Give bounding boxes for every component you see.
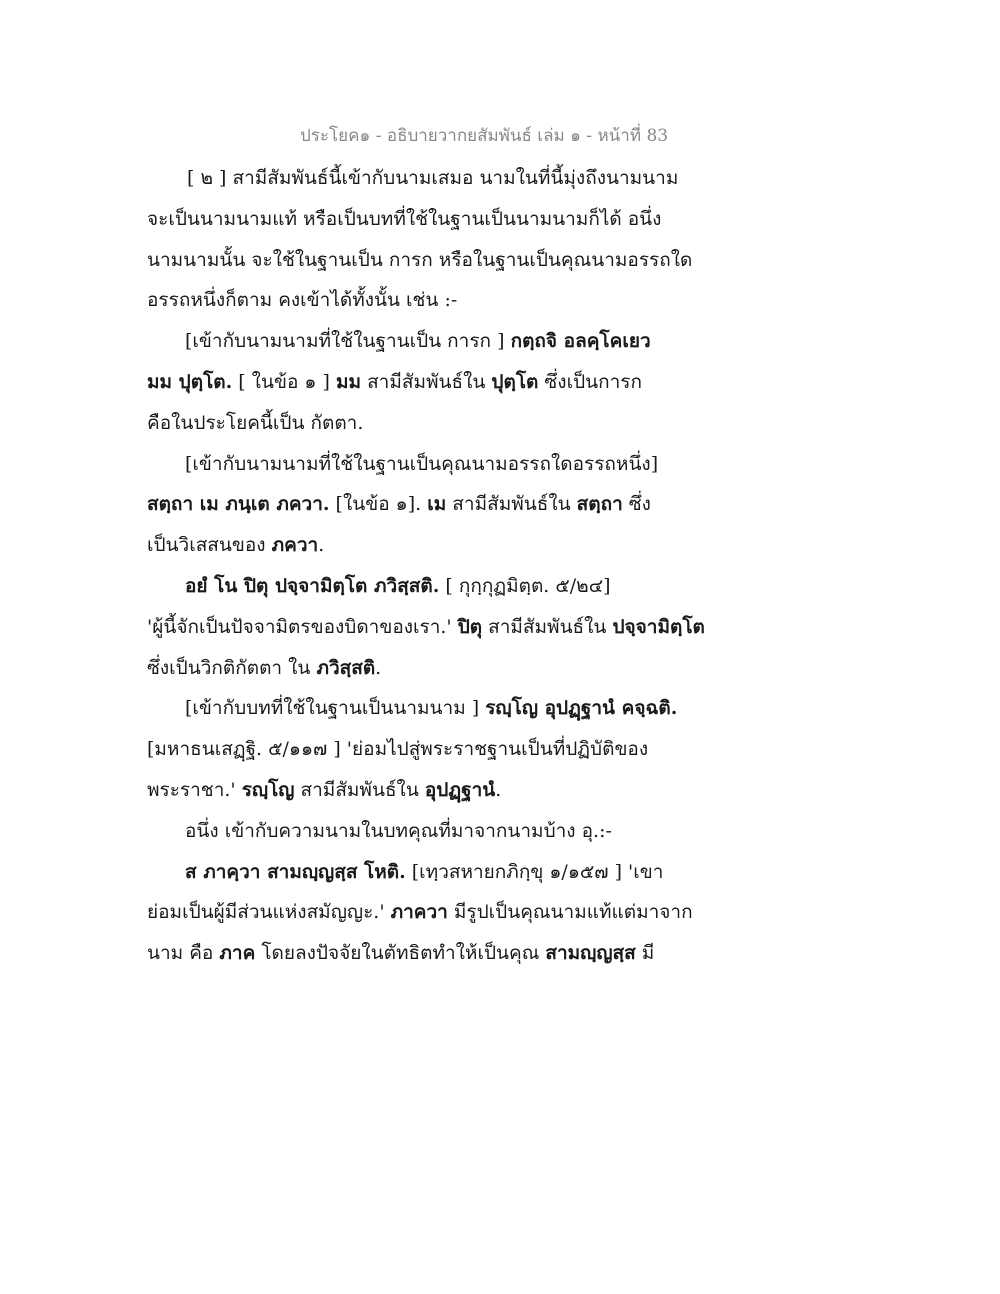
pali-term: สามญฺญสฺส (545, 942, 636, 965)
pali-term: ปิตุ (457, 615, 483, 638)
text-line (147, 321, 707, 362)
pali-term: ภาควา (390, 901, 448, 924)
pali-term: ภวิสฺสติ (316, 656, 376, 679)
text-segment: สามีสัมพันธ์ใน (294, 778, 425, 801)
pali-term: มม (335, 370, 362, 393)
text-line (147, 362, 707, 403)
pali-term: ส ภาคฺวา สามญฺญสฺส โหติ. (185, 860, 406, 883)
text-line (147, 770, 707, 811)
text-line (147, 852, 707, 893)
text-segment: 'ผู้นี้จักเป็นปัจจามิตรของบิดาของเรา.' (147, 615, 458, 638)
text-segment: สามีสัมพันธ์ใน (482, 615, 613, 638)
text-segment: อนึ่ง เข้ากับความนามในบทคุณที่มาจากนามบ้าง อุ.:- (185, 819, 612, 842)
text-line (147, 729, 707, 770)
text-segment: ซึ่ง (622, 493, 651, 516)
text-segment: ซึ่งเป็นวิกติกัตตา ใน (147, 656, 317, 679)
text-line (147, 403, 707, 444)
text-segment: พระราชา.' (147, 778, 242, 801)
text-segment: ซึ่งเป็นการก (538, 370, 643, 393)
pali-term: อยํ โน ปิตุ ปจฺจามิตฺโต ภวิสฺสติ. (185, 574, 440, 597)
pali-term: ภาค (219, 942, 256, 965)
text-line (147, 892, 707, 933)
running-header: ประโยค๑ - อธิบายวากยสัมพันธ์ เล่ม ๑ - หน้าที่ 83 (300, 126, 669, 146)
text-segment: สามีสัมพันธ์ใน (446, 493, 577, 516)
text-segment: [เข้ากับบทที่ใช้ในฐานเป็นนามนาม ] (185, 697, 486, 720)
text-segment: ย่อมเป็นผู้มีส่วนแห่งสมัญญะ.' (147, 901, 391, 924)
text-segment: [ กุกฺกุฏมิตฺต. ๕/๒๔] (439, 574, 611, 597)
text-line (147, 688, 707, 729)
pali-term: รญฺโญ อุปฏฺฐานํ คจฺฉติ. (485, 697, 678, 720)
text-segment: จะเป็นนามนามแท้ หรือเป็นบทที่ใช้ในฐานเป็นนามนามก็ได้ อนึ่ง (147, 207, 662, 230)
text-segment: [เข้ากับนามนามที่ใช้ในฐานเป็น การก ] (185, 330, 511, 353)
text-segment: มี (635, 942, 655, 965)
text-line (147, 199, 707, 240)
text-line (147, 933, 707, 974)
pali-term: ปุตฺโต (491, 370, 539, 393)
text-line (147, 158, 707, 199)
text-segment: นาม คือ (147, 942, 220, 965)
text-segment: . (318, 534, 325, 557)
text-segment: อรรถหนึ่งก็ตาม คงเข้าได้ทั้งนั้น เช่น :- (147, 289, 458, 312)
pali-term: มม ปุตฺโต. (147, 370, 233, 393)
text-segment: . (375, 656, 382, 679)
text-segment: [ ๒ ] สามีสัมพันธ์นี้เข้ากับนามเสมอ นามในที่นี้มุ่งถึงนามนาม (187, 167, 679, 189)
pali-term: อุปฏฺฐานํ (424, 778, 496, 801)
pali-term: รญฺโญ (241, 778, 295, 801)
text-segment: [เข้ากับนามนามที่ใช้ในฐานเป็นคุณนามอรรถใดอรรถหนึ่ง] (185, 452, 659, 475)
text-line (147, 484, 707, 525)
text-segment: สามีสัมพันธ์ใน (361, 370, 492, 393)
text-line (147, 280, 707, 321)
text-line (147, 648, 707, 689)
pali-term: ภควา (271, 534, 319, 557)
pali-term: กตฺถจิ อลคฺโคเยว (510, 330, 651, 353)
pali-term: สตฺถา เม ภนฺเต ภควา. (147, 493, 330, 516)
text-segment: [ ในข้อ ๑ ] (232, 370, 336, 393)
pali-term: เม (427, 493, 447, 516)
pali-term: ปจฺจามิตฺโต (612, 615, 705, 638)
text-line (147, 444, 707, 485)
body-text (147, 158, 707, 974)
text-segment: มีรูปเป็นคุณนามแท้แต่มาจาก (447, 901, 693, 924)
text-line (147, 240, 707, 281)
text-line (147, 525, 707, 566)
pali-term: สตฺถา (576, 493, 623, 516)
text-line (147, 607, 707, 648)
text-segment: เป็นวิเสสนของ (147, 534, 272, 557)
text-segment: [ในข้อ ๑]. (329, 493, 428, 516)
text-segment: [เทฺวสหายกภิกฺขุ ๑/๑๕๗ ] 'เขา (405, 860, 664, 883)
text-segment: คือในประโยคนี้เป็น กัตตา. (147, 411, 364, 434)
text-segment: [มหาธนเสฏฺฐิ. ๕/๑๑๗ ] 'ย่อมไปสู่พระราชฐานเป็นที่ปฏิบัติของ (147, 738, 649, 761)
text-segment: โดยลงปัจจัยในตัทธิตทำให้เป็นคุณ (255, 942, 546, 965)
text-segment: นามนามนั้น จะใช้ในฐานเป็น การก หรือในฐานเป็นคุณนามอรรถใด (147, 248, 693, 271)
text-segment: . (495, 778, 502, 801)
text-line (147, 811, 707, 852)
text-line (147, 566, 707, 607)
